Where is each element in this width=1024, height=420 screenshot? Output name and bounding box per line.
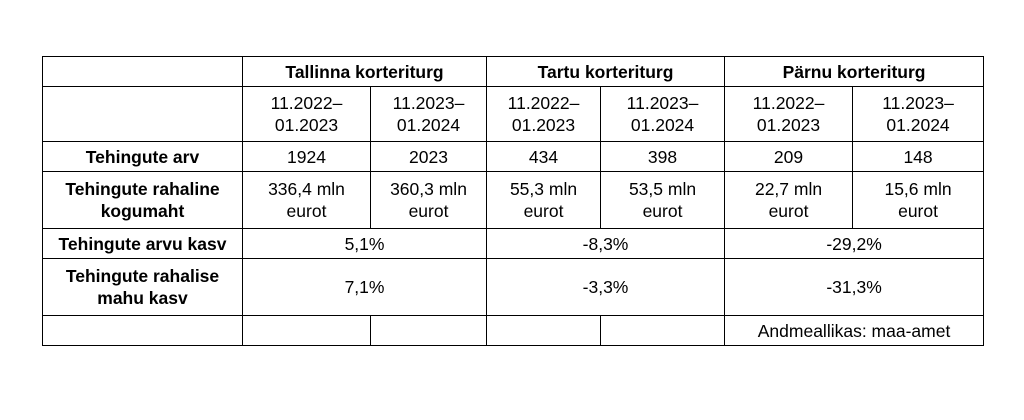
period-cell: 11.2023– 01.2024 <box>853 87 984 142</box>
period-label-cell <box>43 87 243 142</box>
row-label: Tehingute rahalise mahu kasv <box>43 259 243 316</box>
value-cell: 22,7 mln eurot <box>725 172 853 229</box>
market-header-tallinn: Tallinna korteriturg <box>243 57 487 87</box>
data-source: Andmeallikas: maa-amet <box>725 316 984 346</box>
market-header-row <box>43 57 984 87</box>
volume-growth-row <box>43 259 984 316</box>
row-label: Tehingute arvu kasv <box>43 229 243 259</box>
empty-cell <box>43 316 243 346</box>
period-cell: 11.2023– 01.2024 <box>371 87 487 142</box>
corner-cell <box>43 57 243 87</box>
growth-cell: 7,1% <box>243 259 487 316</box>
housing-transactions-table <box>42 56 984 346</box>
value-cell: 55,3 mln eurot <box>487 172 601 229</box>
value-cell: 336,4 mln eurot <box>243 172 371 229</box>
value-cell: 15,6 mln eurot <box>853 172 984 229</box>
empty-cell <box>601 316 725 346</box>
period-cell: 11.2022– 01.2023 <box>725 87 853 142</box>
source-row <box>43 316 984 346</box>
period-cell: 11.2022– 01.2023 <box>243 87 371 142</box>
value-cell: 360,3 mln eurot <box>371 172 487 229</box>
growth-cell: -31,3% <box>725 259 984 316</box>
growth-cell: 5,1% <box>243 229 487 259</box>
growth-cell: -8,3% <box>487 229 725 259</box>
empty-cell <box>243 316 371 346</box>
market-header-tartu: Tartu korteriturg <box>487 57 725 87</box>
transaction-volume-row <box>43 172 984 229</box>
row-label: Tehingute rahaline kogumaht <box>43 172 243 229</box>
period-header-row <box>43 87 984 142</box>
value-cell: 434 <box>487 142 601 172</box>
market-header-parnu: Pärnu korteriturg <box>725 57 984 87</box>
empty-cell <box>487 316 601 346</box>
value-cell: 2023 <box>371 142 487 172</box>
count-growth-row <box>43 229 984 259</box>
growth-cell: -3,3% <box>487 259 725 316</box>
value-cell: 53,5 mln eurot <box>601 172 725 229</box>
value-cell: 398 <box>601 142 725 172</box>
value-cell: 148 <box>853 142 984 172</box>
value-cell: 209 <box>725 142 853 172</box>
empty-cell <box>371 316 487 346</box>
growth-cell: -29,2% <box>725 229 984 259</box>
row-label: Tehingute arv <box>43 142 243 172</box>
period-cell: 11.2023– 01.2024 <box>601 87 725 142</box>
value-cell: 1924 <box>243 142 371 172</box>
period-cell: 11.2022– 01.2023 <box>487 87 601 142</box>
transaction-count-row <box>43 142 984 172</box>
